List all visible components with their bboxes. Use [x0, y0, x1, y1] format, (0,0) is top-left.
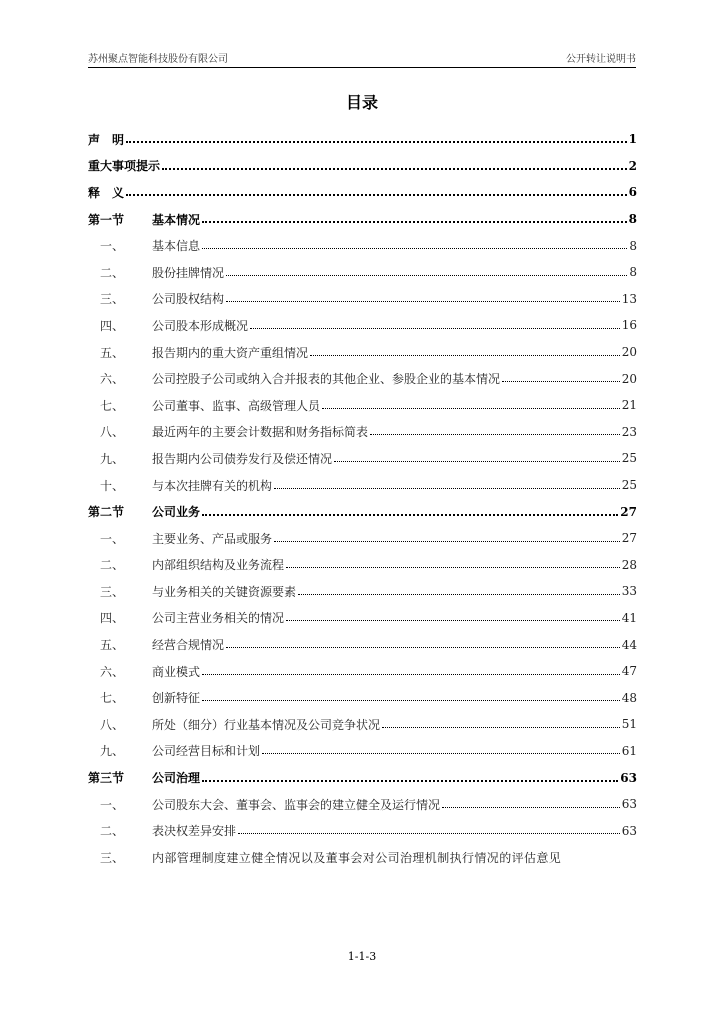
- toc-entry-number: 三、: [100, 292, 125, 307]
- toc-dot-leader: [322, 408, 620, 409]
- toc-entry-page: 8: [629, 238, 637, 253]
- toc-entry[interactable]: [88, 179, 637, 206]
- toc-entry-title: 最近两年的主要会计数据和财务指标简表: [152, 425, 369, 440]
- toc-entry[interactable]: [88, 684, 637, 711]
- toc-entry-page: 1: [628, 132, 637, 147]
- toc-entry[interactable]: [88, 525, 637, 552]
- toc-entry[interactable]: [88, 206, 637, 233]
- toc-dot-leader: [286, 567, 620, 568]
- toc-title: 目录: [345, 93, 378, 112]
- toc-entry[interactable]: [88, 392, 637, 419]
- toc-entry-page: 2: [628, 158, 637, 173]
- toc-entry-number: 八、: [100, 425, 125, 440]
- toc-entry-title: 内部组织结构及业务流程: [152, 558, 285, 573]
- toc-entry-number: 六、: [100, 664, 125, 679]
- toc-dot-leader: [226, 647, 620, 648]
- toc-entry-number: 二、: [100, 824, 125, 839]
- toc-entry-title: 基本情况: [152, 212, 201, 227]
- toc-entry[interactable]: [88, 658, 637, 685]
- toc-entry-title: 公司主营业务相关的情况: [152, 611, 285, 626]
- toc-dot-leader: [370, 434, 620, 435]
- toc-entry-page: 27: [620, 504, 637, 519]
- toc-dot-leader: [126, 141, 627, 143]
- toc-entry-title: 公司股东大会、董事会、监事会的建立健全及运行情况: [152, 797, 441, 812]
- toc-entry-title: 声 明: [88, 132, 125, 147]
- toc-entry-title: 公司股本形成概况: [152, 318, 249, 333]
- toc-entry[interactable]: [88, 498, 637, 525]
- toc-entry[interactable]: [88, 286, 637, 313]
- toc-entry-title: 创新特征: [152, 691, 201, 706]
- toc-entry-title: 公司业务: [152, 505, 201, 520]
- toc-entry[interactable]: [88, 232, 637, 259]
- toc-dot-leader: [202, 248, 627, 249]
- toc-entry-page: 63: [621, 797, 637, 812]
- toc-dot-leader: [202, 700, 620, 701]
- toc-entry-page: 47: [621, 664, 637, 679]
- toc-entry[interactable]: [88, 605, 637, 632]
- toc-dot-leader: [202, 221, 627, 223]
- toc-entry-number: 三、: [100, 584, 125, 599]
- toc-entry-page: 41: [621, 610, 637, 625]
- toc-entry-page: 25: [621, 478, 637, 493]
- toc-entry[interactable]: [88, 445, 637, 472]
- toc-entry-page: 8: [629, 265, 637, 280]
- toc-dot-leader: [310, 355, 620, 356]
- toc-entry-title: 公司控股子公司或纳入合并报表的其他企业、参股企业的基本情况: [152, 372, 501, 387]
- toc-dot-leader: [202, 780, 618, 782]
- toc-entry-number: 九、: [100, 451, 125, 466]
- toc-entry-page: 6: [628, 185, 637, 200]
- toc-entry-page: 20: [621, 345, 637, 360]
- toc-entry-title: 表决权差异安排: [152, 824, 237, 839]
- toc-entry-number: 一、: [100, 239, 125, 254]
- toc-entry-page: 16: [621, 318, 637, 333]
- toc-entry-title: 主要业务、产品或服务: [152, 531, 273, 546]
- toc-entry-title: 释 义: [88, 185, 125, 200]
- toc-entry-page: 63: [620, 770, 637, 785]
- toc-entry-page: 25: [621, 451, 637, 466]
- toc-entry-page: 23: [621, 424, 637, 439]
- toc-dot-leader: [262, 753, 620, 754]
- toc-entry[interactable]: [88, 552, 637, 579]
- toc-entry-title: 经营合规情况: [152, 638, 225, 653]
- toc-entry-title: 与本次挂牌有关的机构: [152, 478, 273, 493]
- toc-entry-title: 商业模式: [152, 664, 201, 679]
- toc-entry[interactable]: [88, 711, 637, 738]
- toc-dot-leader: [202, 674, 620, 675]
- toc-dot-leader: [250, 328, 620, 329]
- toc-dot-leader: [274, 488, 620, 489]
- toc-entry-number: 二、: [100, 265, 125, 280]
- toc-dot-leader: [298, 594, 620, 595]
- toc-entry-page: 20: [621, 371, 637, 386]
- toc-entry-title: 报告期内的重大资产重组情况: [152, 345, 309, 360]
- toc-entry-number: 第三节: [88, 771, 125, 786]
- toc-entry-title: 报告期内公司债券发行及偿还情况: [152, 451, 333, 466]
- toc-entry[interactable]: [88, 419, 637, 446]
- toc-entry-title: 公司股权结构: [152, 292, 225, 307]
- toc-entry-number: 七、: [100, 691, 125, 706]
- page-number: 1-1-3: [347, 950, 377, 963]
- toc-entry[interactable]: [88, 472, 637, 499]
- toc-entry-page: 13: [621, 291, 637, 306]
- toc-entry-title: 股份挂牌情况: [152, 265, 225, 280]
- toc-entry-page: 51: [621, 717, 637, 732]
- table-of-contents: [88, 126, 637, 871]
- toc-entry-page: 48: [621, 690, 637, 705]
- header-company: 苏州聚点智能科技股份有限公司: [88, 54, 228, 65]
- toc-entry-title: 重大事项提示: [88, 159, 161, 174]
- toc-entry-number: 第二节: [88, 505, 125, 520]
- toc-entry-page: 8: [628, 212, 637, 227]
- toc-dot-leader: [162, 168, 627, 170]
- toc-entry-page: 28: [621, 557, 637, 572]
- toc-entry-number: 十、: [100, 478, 125, 493]
- toc-entry-number: 一、: [100, 531, 125, 546]
- toc-entry[interactable]: [88, 578, 637, 605]
- toc-entry-number: 四、: [100, 318, 125, 333]
- toc-entry[interactable]: [88, 126, 637, 153]
- page-header: [88, 50, 636, 66]
- toc-dot-leader: [126, 194, 627, 196]
- toc-entry-number: 九、: [100, 744, 125, 759]
- toc-entry[interactable]: [88, 817, 637, 844]
- toc-entry-page: 27: [621, 531, 637, 546]
- toc-entry-number: 三、: [100, 850, 125, 865]
- toc-entry-number: 五、: [100, 345, 125, 360]
- toc-entry-page: 63: [621, 823, 637, 838]
- toc-entry-title: 公司董事、监事、高级管理人员: [152, 398, 321, 413]
- header-rule: [88, 67, 636, 68]
- toc-entry-page: 61: [621, 743, 637, 758]
- toc-entry-number: 四、: [100, 611, 125, 626]
- toc-entry[interactable]: [88, 791, 637, 818]
- header-doc-title: 公开转让说明书: [566, 54, 636, 65]
- toc-entry-number: 六、: [100, 372, 125, 387]
- toc-entry-title: 所处（细分）行业基本情况及公司竞争状况: [152, 717, 381, 732]
- toc-dot-leader: [442, 807, 620, 808]
- toc-entry-number: 七、: [100, 398, 125, 413]
- toc-dot-leader: [238, 833, 620, 834]
- toc-dot-leader: [334, 461, 620, 462]
- toc-dot-leader: [286, 620, 620, 621]
- toc-entry[interactable]: [88, 365, 637, 392]
- toc-entry-title: 内部管理制度建立健全情况以及董事会对公司治理机制执行情况的评估意见: [152, 850, 562, 865]
- toc-dot-leader: [202, 514, 618, 516]
- toc-entry[interactable]: [88, 738, 637, 765]
- toc-entry-page: 33: [621, 584, 637, 599]
- toc-entry[interactable]: [88, 764, 637, 791]
- toc-entry[interactable]: [88, 631, 637, 658]
- toc-dot-leader: [226, 275, 627, 276]
- toc-entry-number: 二、: [100, 558, 125, 573]
- toc-entry[interactable]: [88, 339, 637, 366]
- toc-entry[interactable]: [88, 844, 637, 871]
- toc-dot-leader: [226, 301, 620, 302]
- toc-entry[interactable]: [88, 259, 637, 286]
- toc-entry[interactable]: [88, 312, 637, 339]
- toc-entry-page: 44: [621, 637, 637, 652]
- toc-entry-title: 基本信息: [152, 239, 201, 254]
- toc-entry-page: 21: [621, 398, 637, 413]
- toc-entry-title: 公司经营目标和计划: [152, 744, 261, 759]
- toc-dot-leader: [274, 541, 620, 542]
- toc-entry-number: 八、: [100, 717, 125, 732]
- toc-entry-title: 与业务相关的关键资源要素: [152, 584, 297, 599]
- toc-entry-number: 第一节: [88, 212, 125, 227]
- toc-dot-leader: [382, 727, 620, 728]
- toc-entry-number: 五、: [100, 638, 125, 653]
- toc-entry-title: 公司治理: [152, 771, 201, 786]
- toc-dot-leader: [502, 381, 620, 382]
- toc-entry-number: 一、: [100, 797, 125, 812]
- toc-entry[interactable]: [88, 153, 637, 180]
